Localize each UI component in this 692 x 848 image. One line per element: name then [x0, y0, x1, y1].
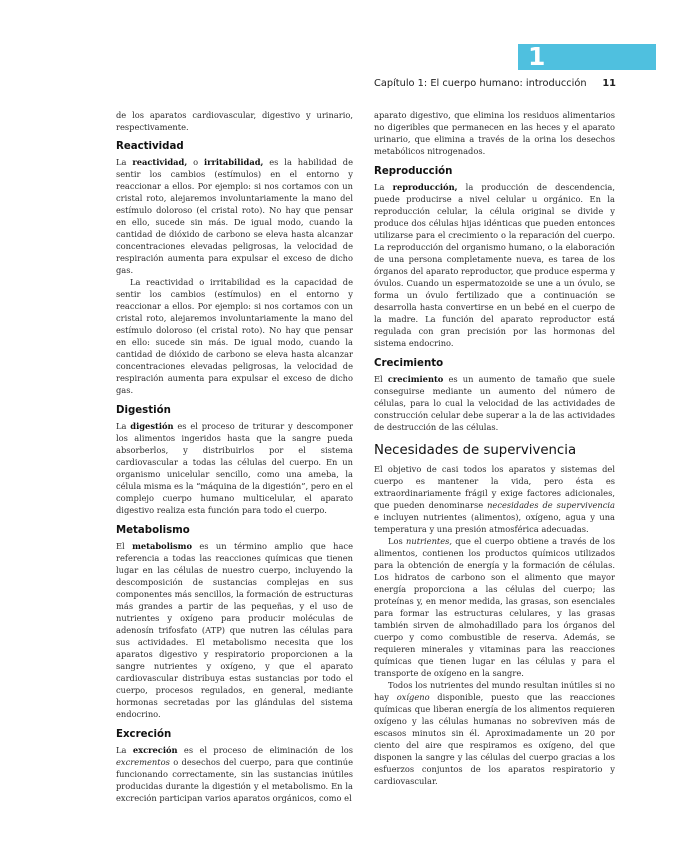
right-column — [374, 109, 615, 787]
heading-reactividad: Reactividad — [116, 141, 184, 152]
term-metabolismo: metabolismo — [132, 541, 192, 551]
digestion-paragraph: La digestión es el proceso de triturar y descomponer los alimentos ingeridos hasta que la sangre pueda absorberlos, y distribuirlos por el sistema cardiovascular a todas las células del cuerpo. En un organismo unicelular sencillo, como una ameba, la célula misma es la “máquina de la digestión”, pero en el complejo cuerpo humano multicelular, el aparato digestivo realiza esta función para todo el cuerpo. — [116, 421, 354, 515]
term-excrecion: excreción — [132, 745, 178, 755]
term-reproduccion: reproducción, — [392, 182, 458, 192]
term-irritabilidad: irritabilidad, — [204, 157, 264, 167]
page-number: 11 — [602, 78, 616, 89]
metabolismo-paragraph: El metabolismo es un término amplio que hace referencia a todas las reacciones químicas que tienen lugar en las células de nuestro cuerpo, incluyendo la descomposición de sustancias complejas en sus componentes más sencillos, la formación de estructuras más grandes a partir de las pequeñas, y el uso de nutrientes y oxígeno para producir moléculas de adenosín trifosfato (ATP) que nutren las células para sus actividades. El metabolismo necesita que los aparatos digestivo y respiratorio proporcionen a la sangre nutrientes y oxígeno, y que el aparato cardiovascular distribuya estas sustancias por todo el cuerpo, procesos regulados, en general, mediante hormonas secretadas por las glándulas del sistema endocrino. — [116, 541, 353, 719]
necesidades-paragraph-3: Todos los nutrientes del mundo resultan inútiles si no hay oxígeno disponible, puesto que las reacciones químicas que liberan energía de los alimentos requieren oxígeno y las células humanas no sobreviven más de escasos minutos sin él. Aproximadamente un 20 por ciento del aire que respiramos es oxígeno, del que disponen la sangre y las células del cuerpo gracias a los esfuerzos conjuntos de los aparatos respiratorio y cardiovascular. — [374, 680, 615, 786]
reactividad-paragraph-2: La reactividad o irritabilidad es la capacidad de sentir los cambios (estímulos) en el entorno y reaccionar a ellos. Por ejemplo: si nos cortamos con un cristal roto, alejaremos involuntariamente la mano del estímulo doloroso (el cristal roto). No hay que pensar en ello: sucede sin más. De igual modo, cuando la cantidad de dióxido de carbono se eleva hasta alcanzar concentraciones elevadas peligrosas, la velocidad de respiración aumenta para expulsar el exceso de dicho gas. — [116, 277, 353, 395]
heading-digestion: Digestión — [116, 405, 171, 416]
term-crecimiento: crecimiento — [387, 374, 444, 384]
term-reactividad: reactividad, — [132, 157, 188, 167]
crecimiento-paragraph: El crecimiento es un aumento de tamaño que suele conseguirse mediante un aumento del número de células, para lo cual la velocidad de las actividades de construcción celular debe superar a la de las actividades de destrucción de las células. — [374, 374, 615, 432]
term-digestion: digestión — [130, 421, 174, 431]
continuation-paragraph: aparato digestivo, que elimina los residuos alimentarios no digeribles que permanecen en las heces y el aparato urinario, que elimina a través de la orina los desechos metabólicos nitrogenados. — [374, 110, 615, 156]
intro-paragraph: de los aparatos cardiovascular, digestivo y urinario, respectivamente. — [116, 110, 353, 132]
necesidades-paragraph-2: Los nutrientes, que el cuerpo obtiene a través de los alimentos, contienen los productos químicos utilizados para la obtención de energía y la formación de células. Los hidratos de carbono son el alimento que mayor energía proporciona a las células del cuerpo; las proteínas y, en menor medida, las grasas, son esenciales para formar las estructuras celulares, y las grasas también sirven de almohadillado para los órganos del cuerpo y como combustible de reserva. Además, se requieren minerales y vitaminas para las reacciones químicas que tienen lugar en las células y para el transporte de oxígeno en la sangre. — [374, 536, 615, 678]
heading-excrecion: Excreción — [116, 729, 172, 740]
excrecion-paragraph: La excreción es el proceso de eliminación de los excrementos o desechos del cuerpo, para que continúe funcionando correctamente, sin las sustancias inútiles producidas durante la digestión y el metabolismo. En la excreción participan varios aparatos orgánicos, como el — [116, 745, 354, 803]
reactividad-paragraph-1: La reactividad, o irritabilidad, es la habilidad de sentir los cambios (estímulos) en el entorno y reaccionar a ellos. Por ejemplo: si nos cortamos con un cristal roto, alejaremos involuntariamente la mano del estímulo doloroso (el cristal roto). No hay que pensar en ello, sucede sin más. De igual modo, cuando la cantidad de dióxido de carbono se eleva hasta alcanzar concentraciones elevadas peligrosas, la velocidad de respiración aumenta para expulsar el exceso de dicho gas. — [116, 157, 354, 275]
reproduccion-paragraph: La reproducción, la producción de descendencia, puede producirse a nivel celular u orgánico. En la reproducción celular, la célula original se divide y produce dos células hijas idénticas que pueden entonces utilizarse para el crecimiento o la reparación del cuerpo. La reproducción del organismo humano, o la elaboración de una persona completamente nueva, es tarea de los órganos del aparato reproductor, que produce esperma y óvulos. Cuando un espermatozoide se une a un óvulo, se forma un óvulo fertilizado que a continuación se desarrolla hasta convertirse en un bebé en el cuerpo de la madre. La función del aparato reproductor está regulada con gran precisión por las hormonas del sistema endocrino. — [374, 182, 615, 348]
heading-reproduccion: Reproducción — [374, 166, 453, 177]
chapter-number: 1 — [528, 42, 546, 71]
heading-metabolismo: Metabolismo — [116, 525, 190, 536]
left-column — [116, 109, 353, 804]
necesidades-paragraph-1: El objetivo de casi todos los aparatos y sistemas del cuerpo es mantener la vida, pero ésta es extraordinariamente frágil y exige factores adicionales, que pueden denominarse necesidades de supervivencia e incluyen nutrientes (alimentos), oxígeno, agua y una temperatura y una presión atmosférica adecuadas. — [374, 464, 615, 534]
heading-crecimiento: Crecimiento — [374, 358, 444, 369]
heading-necesidades: Necesidades de supervivencia — [374, 443, 577, 458]
running-head: Capítulo 1: El cuerpo humano: introducción — [374, 78, 587, 89]
